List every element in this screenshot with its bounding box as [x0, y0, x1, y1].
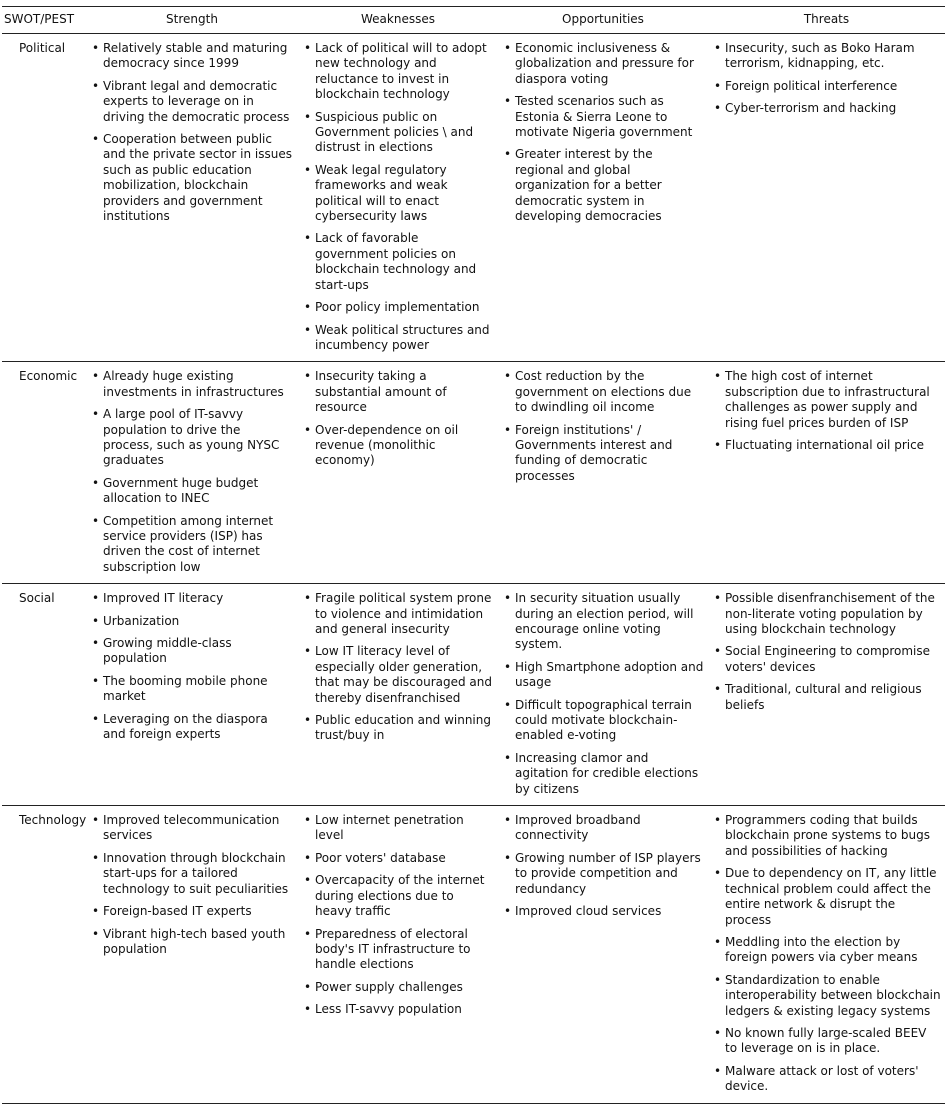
list-item: • Relatively stable and maturing democracy since 1999: [90, 41, 294, 72]
list-item: • Overcapacity of the internet during elections due to heavy traffic: [302, 873, 494, 919]
threats-list: [712, 369, 941, 453]
list-item: • Competition among internet service providers (ISP) has driven the cost of internet subscription low: [90, 514, 294, 576]
threats-cell: [708, 584, 945, 806]
list-item: • Due to dependency on IT, any little technical problem could affect the entire network & disrupt the process: [712, 866, 941, 928]
list-item: • Improved telecommunication services: [90, 813, 294, 844]
threats-cell: [708, 806, 945, 1104]
list-item: • Lack of favorable government policies on blockchain technology and start-ups: [302, 231, 494, 293]
list-item: • Difficult topographical terrain could motivate blockchain-enabled e-voting: [502, 698, 704, 744]
row-category: Social: [2, 584, 86, 806]
list-item: • Over-dependence on oil revenue (monolithic economy): [302, 423, 494, 469]
list-item: • Insecurity, such as Boko Haram terrorism, kidnapping, etc.: [712, 41, 941, 72]
list-item: • Poor voters' database: [302, 851, 494, 866]
threats-list: [712, 813, 941, 1095]
list-item: • Growing middle-class population: [90, 636, 294, 667]
list-item: • Lack of political will to adopt new technology and reluctance to invest in blockchain technology: [302, 41, 494, 103]
swot-pest-table: [2, 6, 945, 1104]
list-item: • Foreign political interference: [712, 79, 941, 94]
list-item: • Already huge existing investments in infrastructures: [90, 369, 294, 400]
list-item: • Improved IT literacy: [90, 591, 294, 606]
strength-list: [90, 369, 294, 575]
opportunities-list: [502, 813, 704, 919]
weaknesses-list: [302, 41, 494, 353]
strength-cell: [86, 34, 298, 362]
list-item: • Standardization to enable interoperability between blockchain ledgers & existing legacy systems: [712, 973, 941, 1019]
header-row: [2, 7, 945, 34]
header-threats: Threats: [708, 7, 945, 34]
weaknesses-list: [302, 591, 494, 744]
list-item: • Fragile political system prone to violence and intimidation and general insecurity: [302, 591, 494, 637]
weaknesses-cell: [298, 34, 498, 362]
header-weaknesses: Weaknesses: [298, 7, 498, 34]
weaknesses-list: [302, 813, 494, 1017]
opportunities-list: [502, 369, 704, 484]
header-opportunities: Opportunities: [498, 7, 708, 34]
list-item: • Cost reduction by the government on elections due to dwindling oil income: [502, 369, 704, 415]
list-item: • Preparedness of electoral body's IT infrastructure to handle elections: [302, 927, 494, 973]
list-item: • Social Engineering to compromise voters' devices: [712, 644, 941, 675]
row-category: Economic: [2, 362, 86, 584]
threats-cell: [708, 34, 945, 362]
weaknesses-list: [302, 369, 494, 468]
list-item: • Malware attack or lost of voters' device.: [712, 1064, 941, 1095]
list-item: • Public education and winning trust/buy in: [302, 713, 494, 744]
list-item: • Vibrant high-tech based youth population: [90, 927, 294, 958]
list-item: • Increasing clamor and agitation for credible elections by citizens: [502, 751, 704, 797]
list-item: • Low internet penetration level: [302, 813, 494, 844]
list-item: • Insecurity taking a substantial amount of resource: [302, 369, 494, 415]
list-item: • Poor policy implementation: [302, 300, 494, 315]
threats-cell: [708, 362, 945, 584]
threats-list: [712, 41, 941, 117]
list-item: • Weak political structures and incumbency power: [302, 323, 494, 354]
list-item: • Programmers coding that builds blockchain prone systems to bugs and possibilities of hacking: [712, 813, 941, 859]
list-item: • Greater interest by the regional and global organization for a better democratic system in developing democracies: [502, 147, 704, 224]
list-item: • Foreign institutions' / Governments interest and funding of democratic processes: [502, 423, 704, 485]
list-item: • Foreign-based IT experts: [90, 904, 294, 919]
table-row: [2, 34, 945, 362]
weaknesses-cell: [298, 584, 498, 806]
opportunities-cell: [498, 806, 708, 1104]
list-item: • Meddling into the election by foreign powers via cyber means: [712, 935, 941, 966]
list-item: • High Smartphone adoption and usage: [502, 660, 704, 691]
list-item: • Tested scenarios such as Estonia & Sierra Leone to motivate Nigeria government: [502, 94, 704, 140]
list-item: • Leveraging on the diaspora and foreign experts: [90, 712, 294, 743]
table-row: [2, 806, 945, 1104]
list-item: • Suspicious public on Government policies \ and distrust in elections: [302, 110, 494, 156]
weaknesses-cell: [298, 806, 498, 1104]
list-item: • The booming mobile phone market: [90, 674, 294, 705]
header-strength: Strength: [86, 7, 298, 34]
list-item: • Urbanization: [90, 614, 294, 629]
list-item: • Possible disenfranchisement of the non-literate voting population by using blockchain technology: [712, 591, 941, 637]
row-category: Political: [2, 34, 86, 362]
list-item: • Government huge budget allocation to INEC: [90, 476, 294, 507]
list-item: • Low IT literacy level of especially older generation, that may be discouraged and thereby disenfranchised: [302, 644, 494, 706]
strength-list: [90, 41, 294, 224]
list-item: • Innovation through blockchain start-ups for a tailored technology to suit peculiarities: [90, 851, 294, 897]
list-item: • Weak legal regulatory frameworks and weak political will to enact cybersecurity laws: [302, 163, 494, 225]
list-item: • Power supply challenges: [302, 980, 494, 995]
row-category: Technology: [2, 806, 86, 1104]
opportunities-cell: [498, 362, 708, 584]
strength-cell: [86, 362, 298, 584]
list-item: • Improved broadband connectivity: [502, 813, 704, 844]
strength-cell: [86, 806, 298, 1104]
list-item: • In security situation usually during an election period, will encourage online voting system.: [502, 591, 704, 653]
list-item: • A large pool of IT-savvy population to drive the process, such as young NYSC graduates: [90, 407, 294, 469]
header-category: SWOT/PEST: [2, 7, 86, 34]
list-item: • Vibrant legal and democratic experts to leverage on in driving the democratic process: [90, 79, 294, 125]
table-row: [2, 584, 945, 806]
list-item: • Less IT-savvy population: [302, 1002, 494, 1017]
list-item: • Improved cloud services: [502, 904, 704, 919]
list-item: • Economic inclusiveness & globalization and pressure for diaspora voting: [502, 41, 704, 87]
opportunities-cell: [498, 584, 708, 806]
weaknesses-cell: [298, 362, 498, 584]
list-item: • Cooperation between public and the private sector in issues such as public education mobilization, blockchain providers and government institutions: [90, 132, 294, 224]
opportunities-list: [502, 591, 704, 797]
list-item: • Cyber-terrorism and hacking: [712, 101, 941, 116]
list-item: • Fluctuating international oil price: [712, 438, 941, 453]
table-row: [2, 362, 945, 584]
opportunities-list: [502, 41, 704, 224]
list-item: • The high cost of internet subscription due to infrastructural challenges as power supply and rising fuel prices burden of ISP: [712, 369, 941, 431]
strength-list: [90, 813, 294, 957]
strength-cell: [86, 584, 298, 806]
list-item: • Traditional, cultural and religious beliefs: [712, 682, 941, 713]
list-item: • No known fully large-scaled BEEV to leverage on is in place.: [712, 1026, 941, 1057]
strength-list: [90, 591, 294, 742]
list-item: • Growing number of ISP players to provide competition and redundancy: [502, 851, 704, 897]
threats-list: [712, 591, 941, 713]
opportunities-cell: [498, 34, 708, 362]
